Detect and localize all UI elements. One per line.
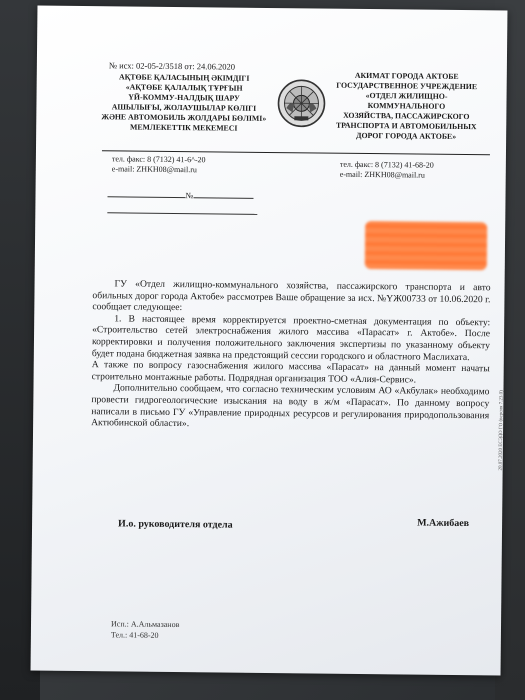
signature-name: М.Ажибаев xyxy=(417,517,470,530)
ru-header-line: ХОЗЯЙСТВА, ПАССАЖИРСКОГО xyxy=(343,110,470,122)
email: e-mail: ZHKH08@mail.ru xyxy=(111,164,197,175)
phone-fax: тел. факс: 8 (7132) 41-68-20 xyxy=(339,159,434,170)
side-stamp: 20.07.2020 ЕСЭДО ГО (версия 7.23.0) xyxy=(498,390,505,471)
document-page xyxy=(31,6,508,676)
letter-body xyxy=(91,278,491,433)
ru-header-line: «ОТДЕЛ ЖИЛИЩНО-КОММУНАЛЬНОГО xyxy=(365,90,448,111)
kz-header-line: АҚТӨБЕ ҚАЛАСЫНЫҢ ӘКІМДІГІ xyxy=(118,72,250,83)
kz-header-line: АШЫЛЫҒЫ, ЖОЛАУШЫЛАР КӨЛІГІ xyxy=(111,102,257,113)
registration-blank xyxy=(107,188,253,201)
signature-title: И.о. руководителя отдела xyxy=(118,518,233,531)
paragraph: ГУ «Отдел жилищно-коммунального хозяйства, пассажирского транспорта и авто обильных дорог города Актобе» рассмотрев Ваше обращение за исх. №ҮЖ00733 от 10.06.2020 г. сообщает следующее: xyxy=(92,278,491,314)
executor-info xyxy=(111,618,180,641)
kz-header-line: «АҚТӨБЕ ҚАЛАЛЫҚ ТҰРҒЫН xyxy=(125,82,243,93)
blank-line xyxy=(193,189,253,199)
registration-blank-second xyxy=(107,204,257,217)
ru-header-line: ГОСУДАРСТВЕННОЕ УЧРЕЖДЕНИЕ xyxy=(336,80,478,92)
ru-header-line: ДОРОГ ГОРОДА АКТОБЕ» xyxy=(356,130,457,141)
executor-name: Исп.: А.Альмазанов xyxy=(110,619,180,630)
blank-line xyxy=(107,204,257,215)
contact-right xyxy=(340,160,434,181)
number-sign: № xyxy=(185,191,194,201)
paragraph: А также по вопросу газоснабжения жилого массива «Парасат» на данный момент начаты строительно монтажные работы. Подрядная организация ТОО «Алия-Сервис». xyxy=(91,359,490,386)
ru-header-line: ТРАНСПОРТА И АВТОМОБИЛЬНЫХ xyxy=(335,120,477,132)
blank-line xyxy=(107,188,185,198)
state-emblem-icon xyxy=(276,78,327,129)
paragraph: Дополнительно сообщаем, что согласно техническим условиям АО «Акбулак» необходимо провести гидрогеологические изыскания на воду в ж/м «Парасат». По данному вопросу написали в письмо ГУ «Управление природных ресурсов и регулирования природопользования Актюбинской области». xyxy=(91,382,490,430)
paragraph: 1. В настоящее время корректируется проектно-сметная документация по объекту: «Строительство сетей электроснабжения жилого массива «Парасат» г. Актобе». После корректировки и получения положительного заключения экспертизы по указанному объекту будет подана бюджетная заявка на предстоящий сессии городского и областного Маслихата. xyxy=(91,313,491,363)
kz-header-line: ҮЙ-КОММУ-НАЛДЫҚ ШАРУ xyxy=(128,92,240,103)
email: e-mail: ZHKH08@mail.ru xyxy=(339,169,425,180)
ru-header-line: АКИМАТ ГОРОДА АКТОБЕ xyxy=(354,70,459,81)
kz-header-line: МЕМЛЕКЕТТІК МЕКЕМЕСІ xyxy=(129,122,238,133)
reference-number: № исх: 02-05-2/3518 от: 24.06.2020 xyxy=(108,60,236,72)
redacted-addressee xyxy=(365,221,487,270)
kazakh-header xyxy=(96,72,272,134)
kz-header-line: ЖӘНЕ АВТОМОБИЛЬ ЖОЛДАРЫ БӨЛІМІ» xyxy=(101,112,267,123)
russian-header xyxy=(331,71,482,143)
contact-left xyxy=(112,154,206,175)
phone-fax: тел. факс: 8 (7132) 41-6^-20 xyxy=(111,154,206,165)
executor-phone: Тел.: 41-68-20 xyxy=(110,630,159,640)
